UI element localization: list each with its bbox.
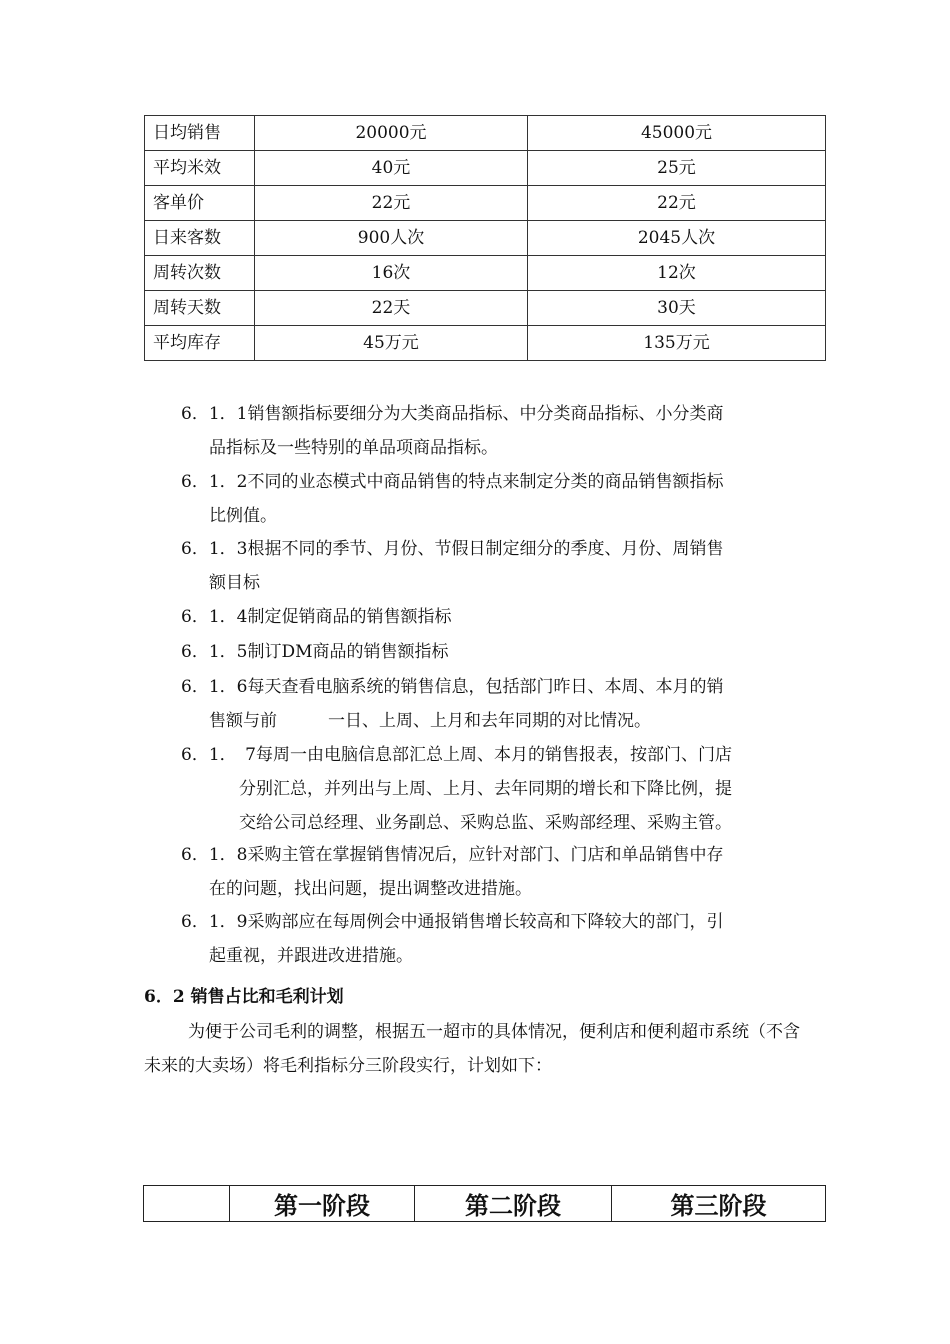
list-item: [181, 397, 811, 465]
row-label: 周转天数: [145, 291, 255, 326]
list-item: [181, 635, 811, 669]
phase-3-header: 第三阶段: [612, 1186, 826, 1222]
item-text: 采购主管在掌握销售情况后，应针对部门、门店和单品销售中存: [247, 845, 724, 865]
list-item: [181, 600, 811, 634]
item-text: 根据不同的季节、月份、节假日制定细分的季度、月份、周销售: [247, 539, 724, 559]
blank-header-cell: [144, 1186, 230, 1222]
item-number: 6．1．2: [181, 472, 248, 492]
value-col-b: 45000元: [528, 116, 826, 151]
list-item: [181, 738, 811, 840]
list-item: [181, 532, 811, 600]
value-col-b: 2045人次: [528, 221, 826, 256]
table-row: [145, 116, 826, 151]
table-row: [145, 326, 826, 361]
value-col-a: 22元: [255, 186, 528, 221]
item-number: 6．1．3: [181, 539, 248, 559]
row-label: 日来客数: [145, 221, 255, 256]
item-number: 6．1． 7: [181, 745, 256, 765]
item-text-continued: 起重视，并跟进改进措施。: [209, 946, 413, 966]
value-col-b: 12次: [528, 256, 826, 291]
table-header-row: [144, 1186, 826, 1222]
row-label: 周转次数: [145, 256, 255, 291]
row-label: 日均销售: [145, 116, 255, 151]
item-number: 6．1．6: [181, 677, 248, 697]
value-col-a: 45万元: [255, 326, 528, 361]
value-col-a: 20000元: [255, 116, 528, 151]
item-number: 6．1．5: [181, 642, 248, 662]
value-col-b: 30天: [528, 291, 826, 326]
item-number: 6．1．9: [181, 912, 248, 932]
item-text-continued: 交给公司总经理、业务副总、采购总监、采购部经理、采购主管。: [239, 813, 732, 833]
list-item: [181, 905, 811, 973]
table-row: [145, 151, 826, 186]
item-text: 销售额指标要细分为大类商品指标、中分类商品指标、小分类商: [247, 404, 724, 424]
value-col-a: 40元: [255, 151, 528, 186]
item-text-continued: 品指标及一些特别的单品项商品指标。: [209, 438, 498, 458]
table-row: [145, 221, 826, 256]
item-text: 不同的业态模式中商品销售的特点来制定分类的商品销售额指标: [247, 472, 724, 492]
item-text-continued: 在的问题，找出问题，提出调整改进措施。: [209, 879, 532, 899]
item-number: 6．1．1: [181, 404, 248, 424]
phase-2-header: 第二阶段: [415, 1186, 612, 1222]
item-text: 制定促销商品的销售额指标: [247, 607, 452, 627]
section-heading: 6．2 销售占比和毛利计划: [144, 987, 344, 1007]
item-text-continued: 分别汇总，并列出与上周、上月、去年同期的增长和下降比例，提: [239, 779, 732, 799]
row-label: 客单价: [145, 186, 255, 221]
table-row: [145, 291, 826, 326]
item-number: 6．1．4: [181, 607, 248, 627]
value-col-a: 22天: [255, 291, 528, 326]
row-label: 平均库存: [145, 326, 255, 361]
item-text: 每周一由电脑信息部汇总上周、本月的销售报表，按部门、门店: [255, 745, 732, 765]
list-item: [181, 465, 811, 533]
value-col-a: 16次: [255, 256, 528, 291]
item-text: 采购部应在每周例会中通报销售增长较高和下降较大的部门，引: [247, 912, 724, 932]
item-text: 每天查看电脑系统的销售信息，包括部门昨日、本周、本月的销: [247, 677, 724, 697]
item-text-continued: 比例值。: [209, 506, 277, 526]
item-text: 制订DM商品的销售额指标: [247, 642, 449, 662]
list-item: [181, 838, 811, 906]
item-number: 6．1．8: [181, 845, 248, 865]
value-col-b: 25元: [528, 151, 826, 186]
list-item: [181, 670, 811, 738]
item-text-continued: 额目标: [209, 573, 260, 593]
phase-1-header: 第一阶段: [230, 1186, 415, 1222]
table-row: [145, 256, 826, 291]
value-col-b: 135万元: [528, 326, 826, 361]
value-col-a: 900人次: [255, 221, 528, 256]
item-text-continued: 售额与前 一日、上周、上月和去年同期的对比情况。: [209, 711, 651, 731]
value-col-b: 22元: [528, 186, 826, 221]
table-row: [145, 186, 826, 221]
row-label: 平均米效: [145, 151, 255, 186]
section-paragraph: 为便于公司毛利的调整，根据五一超市的具体情况，便利店和便利超市系统（不含未来的大卖场）将毛利指标分三阶段实行，计划如下：: [144, 1022, 800, 1076]
metrics-table: [144, 115, 826, 361]
phase-table: [143, 1185, 826, 1222]
